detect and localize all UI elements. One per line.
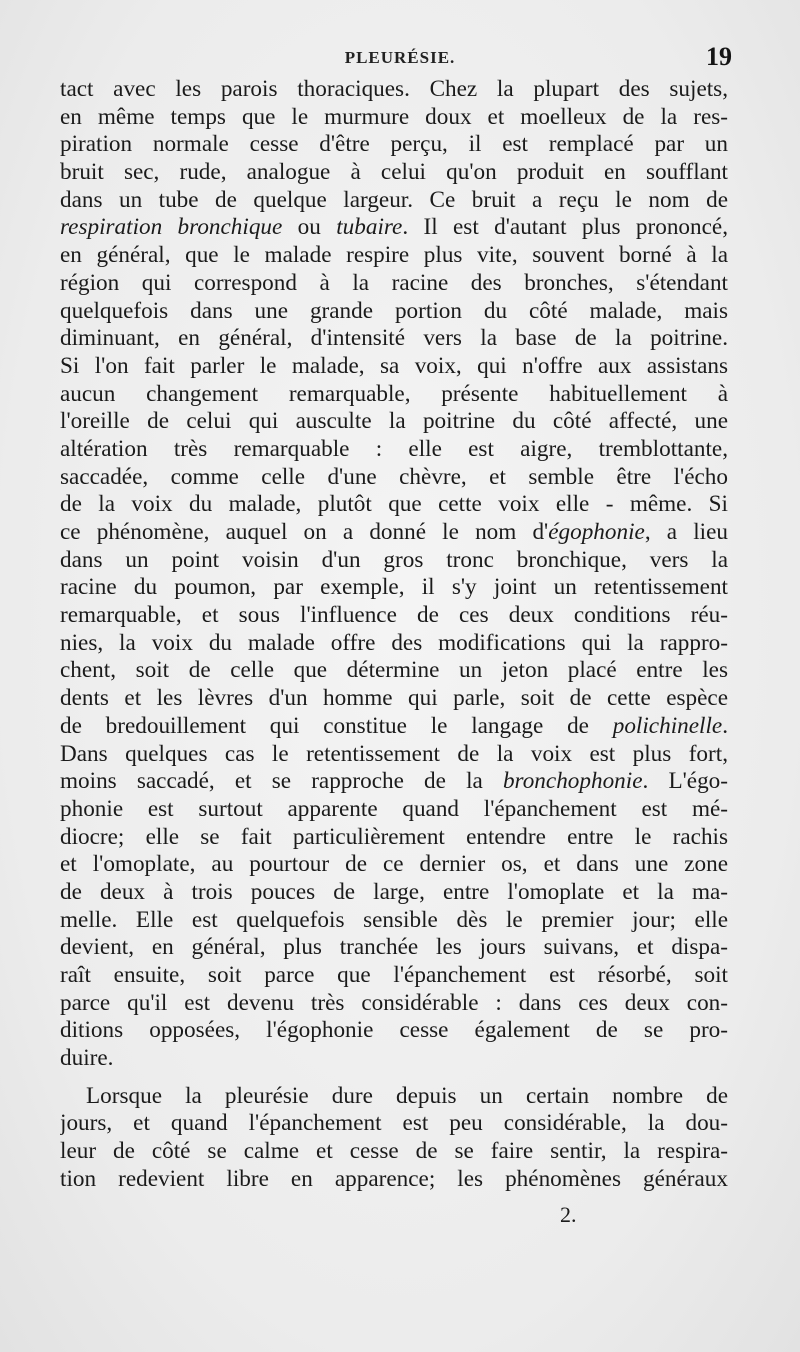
text-line: chent, soit de celle que détermine un jeton placé entre les [60,657,728,684]
text-line: aucun changement remarquable, présente habituellement à [60,380,728,407]
text-line: piration normale cesse d'être perçu, il est remplacé par un [60,131,728,158]
text-line: jours, et quand l'épanchement est peu considérable, la dou- [60,1110,728,1137]
paragraph-2 [60,1083,728,1194]
text-line: altération très remarquable : elle est aigre, tremblottante, [60,435,728,462]
text-line: l'oreille de celui qui ausculte la poitrine du côté affecté, une [60,408,728,435]
paragraph-gap [60,1073,728,1083]
text-line: remarquable, et sous l'influence de ces deux conditions réu- [60,602,728,629]
text-segment: ce phénomène, auquel on a donné le nom d' [60,519,549,545]
text-line [60,214,728,242]
text-line: en général, que le malade respire plus vite, souvent borné à la [60,242,728,269]
text-line: phonie est surtout apparente quand l'épanchement est mé- [60,795,728,822]
text-segment: ou [282,214,337,241]
italic-term: tubaire [336,214,403,241]
text-line: diocre; elle se fait particulièrement entendre entre le rachis [60,823,728,850]
text-segment: , a lieu [644,519,728,545]
running-title: PLEURÉSIE. [344,48,456,67]
text-line: tion redevient libre en apparence; les phénomènes généraux [60,1165,728,1192]
body-text [60,76,728,1194]
text-segment: moins saccadé, et se rapproche de la [60,768,503,795]
italic-term: polichinelle [612,712,723,739]
signature-mark: 2. [560,1202,577,1227]
text-line: saccadée, comme celle d'une chèvre, et semble être l'écho [60,463,728,490]
text-segment: de bredouillement qui constitue le langage de [60,712,613,739]
text-line: leur de côté se calme et cesse de se faire sentir, la respira- [60,1138,728,1165]
page-header [60,42,740,76]
text-line: bruit sec, rude, analogue à celui qu'on produit en soufflant [60,159,728,186]
text-line: dans un tube de quelque largeur. Ce bruit a reçu le nom de [60,186,728,213]
text-line: de la voix du malade, plutôt que cette voix elle - même. Si [60,491,728,518]
text-line [60,768,728,796]
text-line: Lorsque la pleurésie dure depuis un certain nombre de [86,1082,728,1109]
text-segment: . L'égo- [642,768,728,795]
text-line: dents et les lèvres d'un homme qui parle, soit de cette espèce [60,685,728,712]
italic-term: respiration bronchique [60,214,283,241]
text-line: Dans quelques cas le retentissement de la voix est plus fort, [60,740,728,767]
text-line: parce qu'il est devenu très considérable : dans ces deux con- [60,989,728,1016]
text-segment: . Il est d'autant plus prononcé, [402,214,728,241]
text-line: duire. [60,1045,114,1072]
text-line: devient, en général, plus tranchée les jours suivans, et dispa- [60,934,728,961]
paragraph-1 [60,76,728,1073]
text-line: quelquefois dans une grande portion du côté malade, mais [60,297,728,324]
text-line: Si l'on fait parler le malade, sa voix, qui n'offre aux assistans [60,352,728,379]
text-line: melle. Elle est quelquefois sensible dès le premier jour; elle [60,906,728,933]
text-line: région qui correspond à la racine des bronches, s'étendant [60,269,728,296]
text-segment: . [722,712,728,739]
text-line: en même temps que le murmure doux et moelleux de la res- [60,103,728,130]
text-line: raît ensuite, soit parce que l'épanchement est résorbé, soit [60,962,728,988]
page-number: 19 [706,42,732,71]
text-line: et l'omoplate, au pourtour de ce dernier os, et dans une zone [60,851,728,878]
text-line: racine du poumon, par exemple, il s'y joint un retentissement [60,574,728,601]
text-line [60,713,728,741]
italic-term: égophonie [548,519,645,545]
italic-term: bronchophonie [502,768,643,795]
text-line: nies, la voix du malade offre des modifications qui la rappro- [60,629,728,656]
text-line: de deux à trois pouces de large, entre l'omoplate et la ma- [60,878,728,905]
text-line: diminuant, en général, d'intensité vers la base de la poitrine. [60,325,728,352]
text-line: tact avec les parois thoraciques. Chez la plupart des sujets, [60,76,728,102]
text-line [60,519,728,547]
text-line: dans un point voisin d'un gros tronc bronchique, vers la [60,546,728,573]
text-line: ditions opposées, l'égophonie cesse également de se pro- [60,1017,728,1044]
